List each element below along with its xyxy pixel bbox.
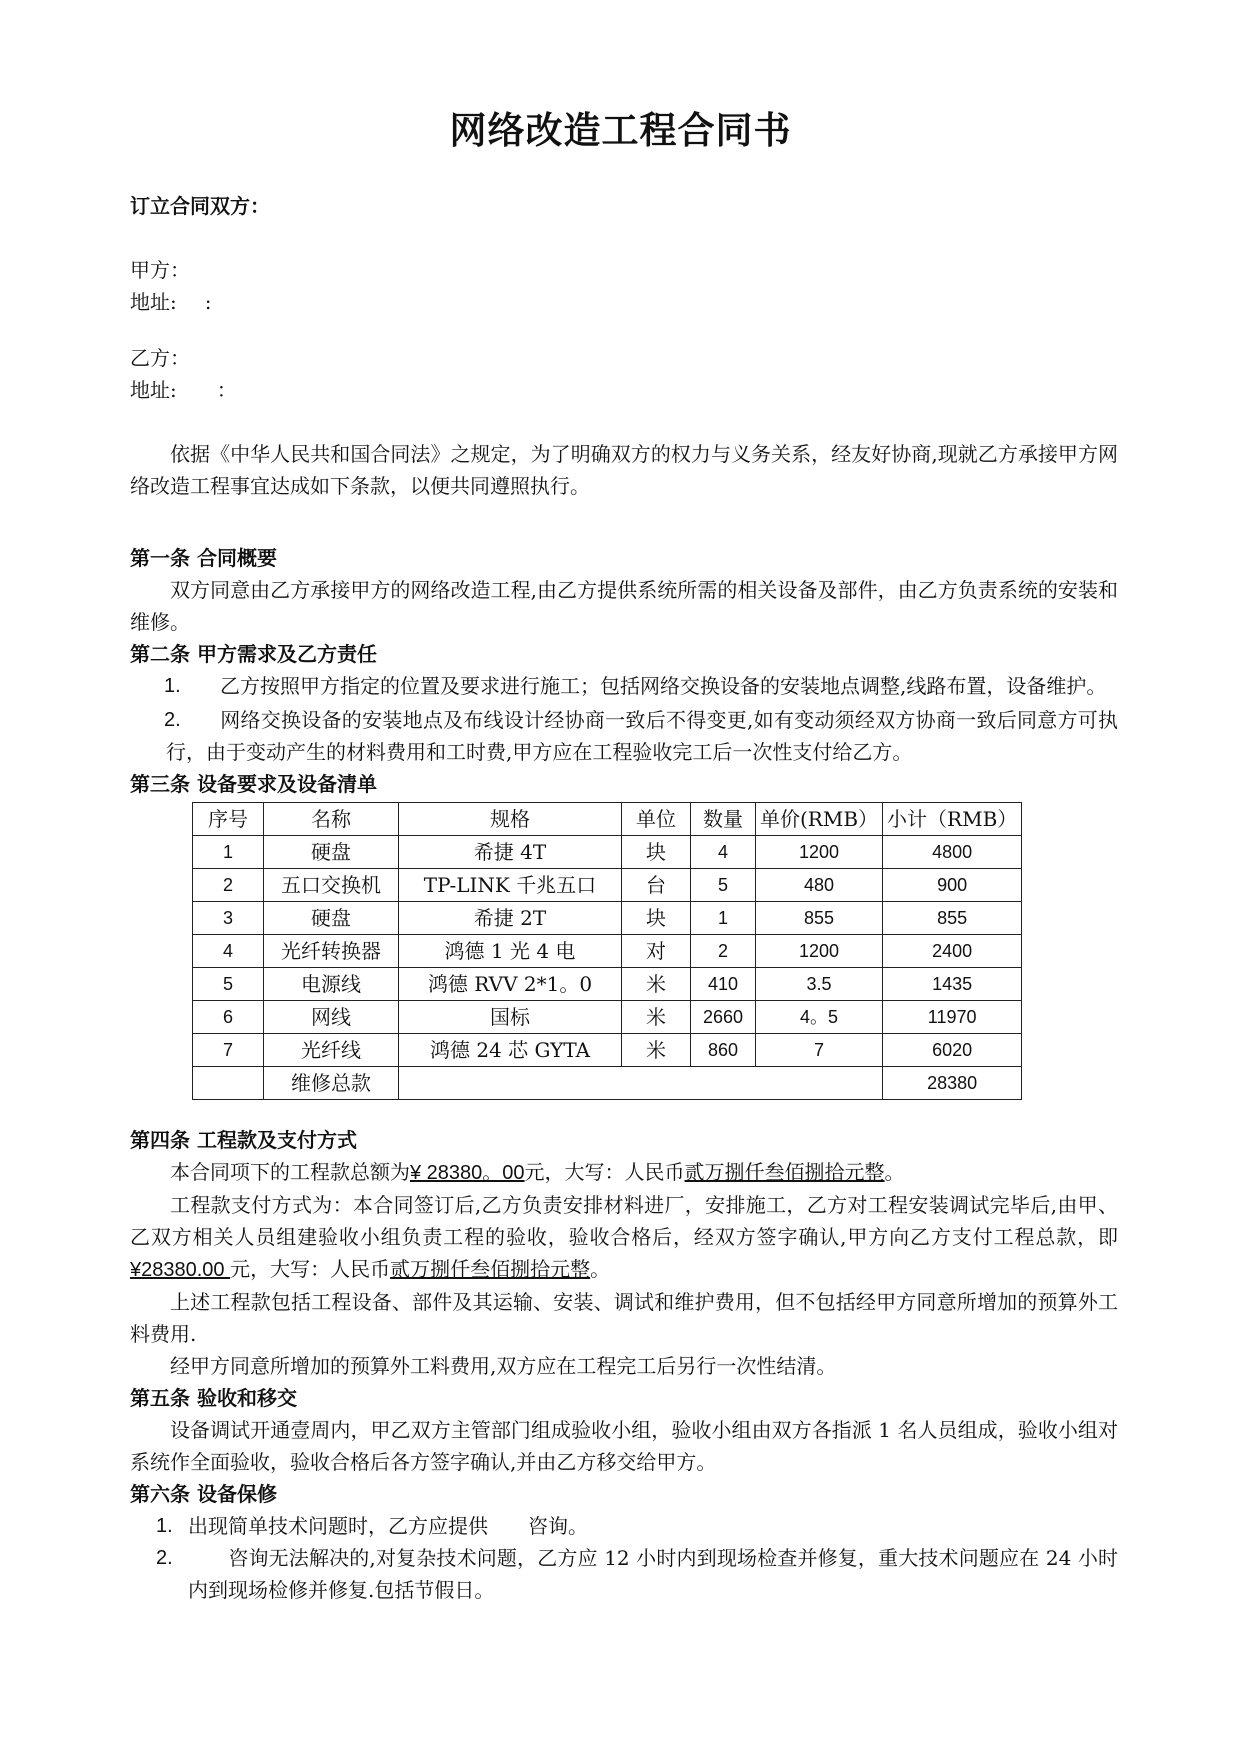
document-title: 网络改造工程合同书 xyxy=(449,109,792,152)
table-row xyxy=(193,869,1022,902)
party-b-address-colon: ： xyxy=(216,378,237,402)
party-b-address-label: 地址: xyxy=(130,378,177,402)
cell-index: 1 xyxy=(193,836,264,869)
cell-price: 3.5 xyxy=(756,968,883,1001)
article4-p4: 经甲方同意所增加的预算外工料费用,双方应在工程完工后另行一次性结清。 xyxy=(170,1354,837,1378)
cell-name: 硬盘 xyxy=(264,836,399,869)
cell-spec: 鸿德 24 芯 GYTA xyxy=(399,1034,622,1067)
cell-name: 光纤线 xyxy=(264,1034,399,1067)
article4-p1-words: 贰万捌仟叁佰捌拾元整 xyxy=(684,1160,885,1184)
cell-price: 1200 xyxy=(756,836,883,869)
table-header-row xyxy=(193,803,1022,836)
cell-index: 7 xyxy=(193,1034,264,1067)
cell-index: 4 xyxy=(193,935,264,968)
article6-item-1 xyxy=(130,1510,1118,1542)
article3-heading: 第三条 设备要求及设备清单 xyxy=(130,772,377,796)
cell-unit: 块 xyxy=(622,902,691,935)
cell-price: 855 xyxy=(756,902,883,935)
article4-p2-amount: ¥28380.00 xyxy=(130,1259,231,1281)
cell-subtotal: 855 xyxy=(883,902,1022,935)
article4-p2-end: 。 xyxy=(590,1257,611,1281)
table-row xyxy=(193,968,1022,1001)
party-a-address xyxy=(130,286,1118,318)
article6-item-2 xyxy=(130,1542,1118,1606)
article4-p2-text-b: 元，大写：人民币 xyxy=(230,1257,391,1281)
cell-subtotal: 2400 xyxy=(883,935,1022,968)
article6-item-1-text: 出现简单技术问题时，乙方应提供 咨询。 xyxy=(188,1514,588,1538)
cell-subtotal: 900 xyxy=(883,869,1022,902)
article4-p2 xyxy=(130,1189,1118,1286)
party-a-address-label: 地址: xyxy=(130,290,177,314)
cell-qty: 4 xyxy=(691,836,756,869)
cell-price: 4。5 xyxy=(756,1001,883,1034)
cell-unit: 米 xyxy=(622,1001,691,1034)
cell-index: 6 xyxy=(193,1001,264,1034)
cell-unit: 对 xyxy=(622,935,691,968)
cell-qty: 1 xyxy=(691,902,756,935)
cell-index: 3 xyxy=(193,902,264,935)
intro-paragraph: 依据《中华人民共和国合同法》之规定，为了明确双方的权力与义务关系，经友好协商,现就乙方承接甲方网络改造工程事宜达成如下条款，以便共同遵照执行。 xyxy=(130,442,1118,498)
article2-item-2-num: 2. xyxy=(164,709,181,731)
cell-spec: TP-LINK 千兆五口 xyxy=(399,869,622,902)
article4-p3: 上述工程款包括工程设备、部件及其运输、安装、调试和维护费用，但不包括经甲方同意所增加的预算外工料费用. xyxy=(130,1290,1118,1346)
cell-price: 7 xyxy=(756,1034,883,1067)
article6-heading: 第六条 设备保修 xyxy=(130,1482,277,1506)
article1-text: 双方同意由乙方承接甲方的网络改造工程,由乙方提供系统所需的相关设备及部件，由乙方负责系统的安装和维修。 xyxy=(130,578,1118,634)
article2-item-1-text: 乙方按照甲方指定的位置及要求进行施工；包括网络交换设备的安装地点调整,线路布置，设备维护。 xyxy=(220,674,1107,698)
table-row xyxy=(193,935,1022,968)
cell-empty xyxy=(399,1067,883,1100)
article4-p1-text-b: 元，大写：人民币 xyxy=(524,1160,685,1184)
cell-spec: 鸿德 1 光 4 电 xyxy=(399,935,622,968)
article4-p1-amount: ¥ 28380。00 xyxy=(410,1162,525,1184)
cell-unit: 米 xyxy=(622,1034,691,1067)
total-value: 28380 xyxy=(883,1067,1022,1100)
cell-name: 光纤转换器 xyxy=(264,935,399,968)
cell-spec: 希捷 2T xyxy=(399,902,622,935)
article2-item-2-text: 网络交换设备的安装地点及布线设计经协商一致后不得变更,如有变动须经双方协商一致后同意方可执行，由于变动产生的材料费用和工时费,甲方应在工程验收完工后一次性支付给乙方。 xyxy=(166,708,1118,764)
article4-p2-text: 工程款支付方式为：本合同签订后,乙方负责安排材料进厂，安排施工，乙方对工程安装调试完毕后,由甲、乙双方相关人员组建验收小组负责工程的验收，验收合格后，经双方签字确认,甲方向乙方支付工程总款，即 xyxy=(130,1193,1118,1249)
article2-item-1-num: 1. xyxy=(164,675,181,697)
cell-name: 硬盘 xyxy=(264,902,399,935)
table-row xyxy=(193,902,1022,935)
cell-unit: 米 xyxy=(622,968,691,1001)
cell-subtotal: 4800 xyxy=(883,836,1022,869)
parties-heading: 订立合同双方： xyxy=(130,194,270,218)
col-header-index: 序号 xyxy=(193,803,264,836)
table-total-row xyxy=(193,1067,1022,1100)
cell-unit: 台 xyxy=(622,869,691,902)
cell-index: 2 xyxy=(193,869,264,902)
table-row xyxy=(193,836,1022,869)
col-header-price: 单价(RMB） xyxy=(756,803,883,836)
article2-heading: 第二条 甲方需求及乙方责任 xyxy=(130,642,377,666)
document-body xyxy=(130,190,1118,1606)
article4-p1-text: 本合同项下的工程款总额为 xyxy=(170,1160,410,1184)
table-row xyxy=(193,1001,1022,1034)
col-header-spec: 规格 xyxy=(399,803,622,836)
table-row xyxy=(193,1034,1022,1067)
cell-price: 1200 xyxy=(756,935,883,968)
cell-name: 五口交换机 xyxy=(264,869,399,902)
cell-name: 电源线 xyxy=(264,968,399,1001)
article2-item-2 xyxy=(130,704,1118,768)
cell-subtotal: 11970 xyxy=(883,1001,1022,1034)
article6-item-2-text: 咨询无法解决的,对复杂技术问题，乙方应 12 小时内到现场检查并修复，重大技术问题应在 24 小时内到现场检修并修复.包括节假日。 xyxy=(188,1546,1118,1602)
article4-p1-end: 。 xyxy=(884,1160,905,1184)
article5-text: 设备调试开通壹周内，甲乙双方主管部门组成验收小组，验收小组由双方各指派 1 名人员组成，验收小组对系统作全面验收，验收合格后各方签字确认,并由乙方移交给甲方。 xyxy=(130,1418,1118,1474)
party-b-label: 乙方： xyxy=(130,346,190,370)
cell-unit: 块 xyxy=(622,836,691,869)
party-a-address-colon: : xyxy=(204,290,212,314)
cell-qty: 2 xyxy=(691,935,756,968)
cell-spec: 鸿德 RVV 2*1。0 xyxy=(399,968,622,1001)
article5-heading: 第五条 验收和移交 xyxy=(130,1386,297,1410)
article2-item-1 xyxy=(130,670,1118,702)
cell-subtotal: 6020 xyxy=(883,1034,1022,1067)
article4-heading: 第四条 工程款及支付方式 xyxy=(130,1128,357,1152)
total-label: 维修总款 xyxy=(264,1067,399,1100)
equipment-table xyxy=(192,802,1022,1100)
cell-spec: 希捷 4T xyxy=(399,836,622,869)
article4-p1 xyxy=(130,1156,1118,1189)
cell-spec: 国标 xyxy=(399,1001,622,1034)
cell-subtotal: 1435 xyxy=(883,968,1022,1001)
col-header-qty: 数量 xyxy=(691,803,756,836)
cell-qty: 860 xyxy=(691,1034,756,1067)
article1-heading: 第一条 合同概要 xyxy=(130,546,277,570)
cell-qty: 410 xyxy=(691,968,756,1001)
col-header-unit: 单位 xyxy=(622,803,691,836)
article4-p2-words: 贰万捌仟叁佰捌拾元整 xyxy=(390,1257,591,1281)
cell-empty xyxy=(193,1067,264,1100)
col-header-subtotal: 小计（RMB） xyxy=(883,803,1022,836)
cell-name: 网线 xyxy=(264,1001,399,1034)
article6-item-1-num: 1. xyxy=(156,1515,173,1537)
cell-index: 5 xyxy=(193,968,264,1001)
article6-item-2-num: 2. xyxy=(156,1547,173,1569)
cell-price: 480 xyxy=(756,869,883,902)
party-b-address xyxy=(130,374,1118,406)
party-a-label: 甲方： xyxy=(130,258,190,282)
cell-qty: 2660 xyxy=(691,1001,756,1034)
cell-qty: 5 xyxy=(691,869,756,902)
col-header-name: 名称 xyxy=(264,803,399,836)
